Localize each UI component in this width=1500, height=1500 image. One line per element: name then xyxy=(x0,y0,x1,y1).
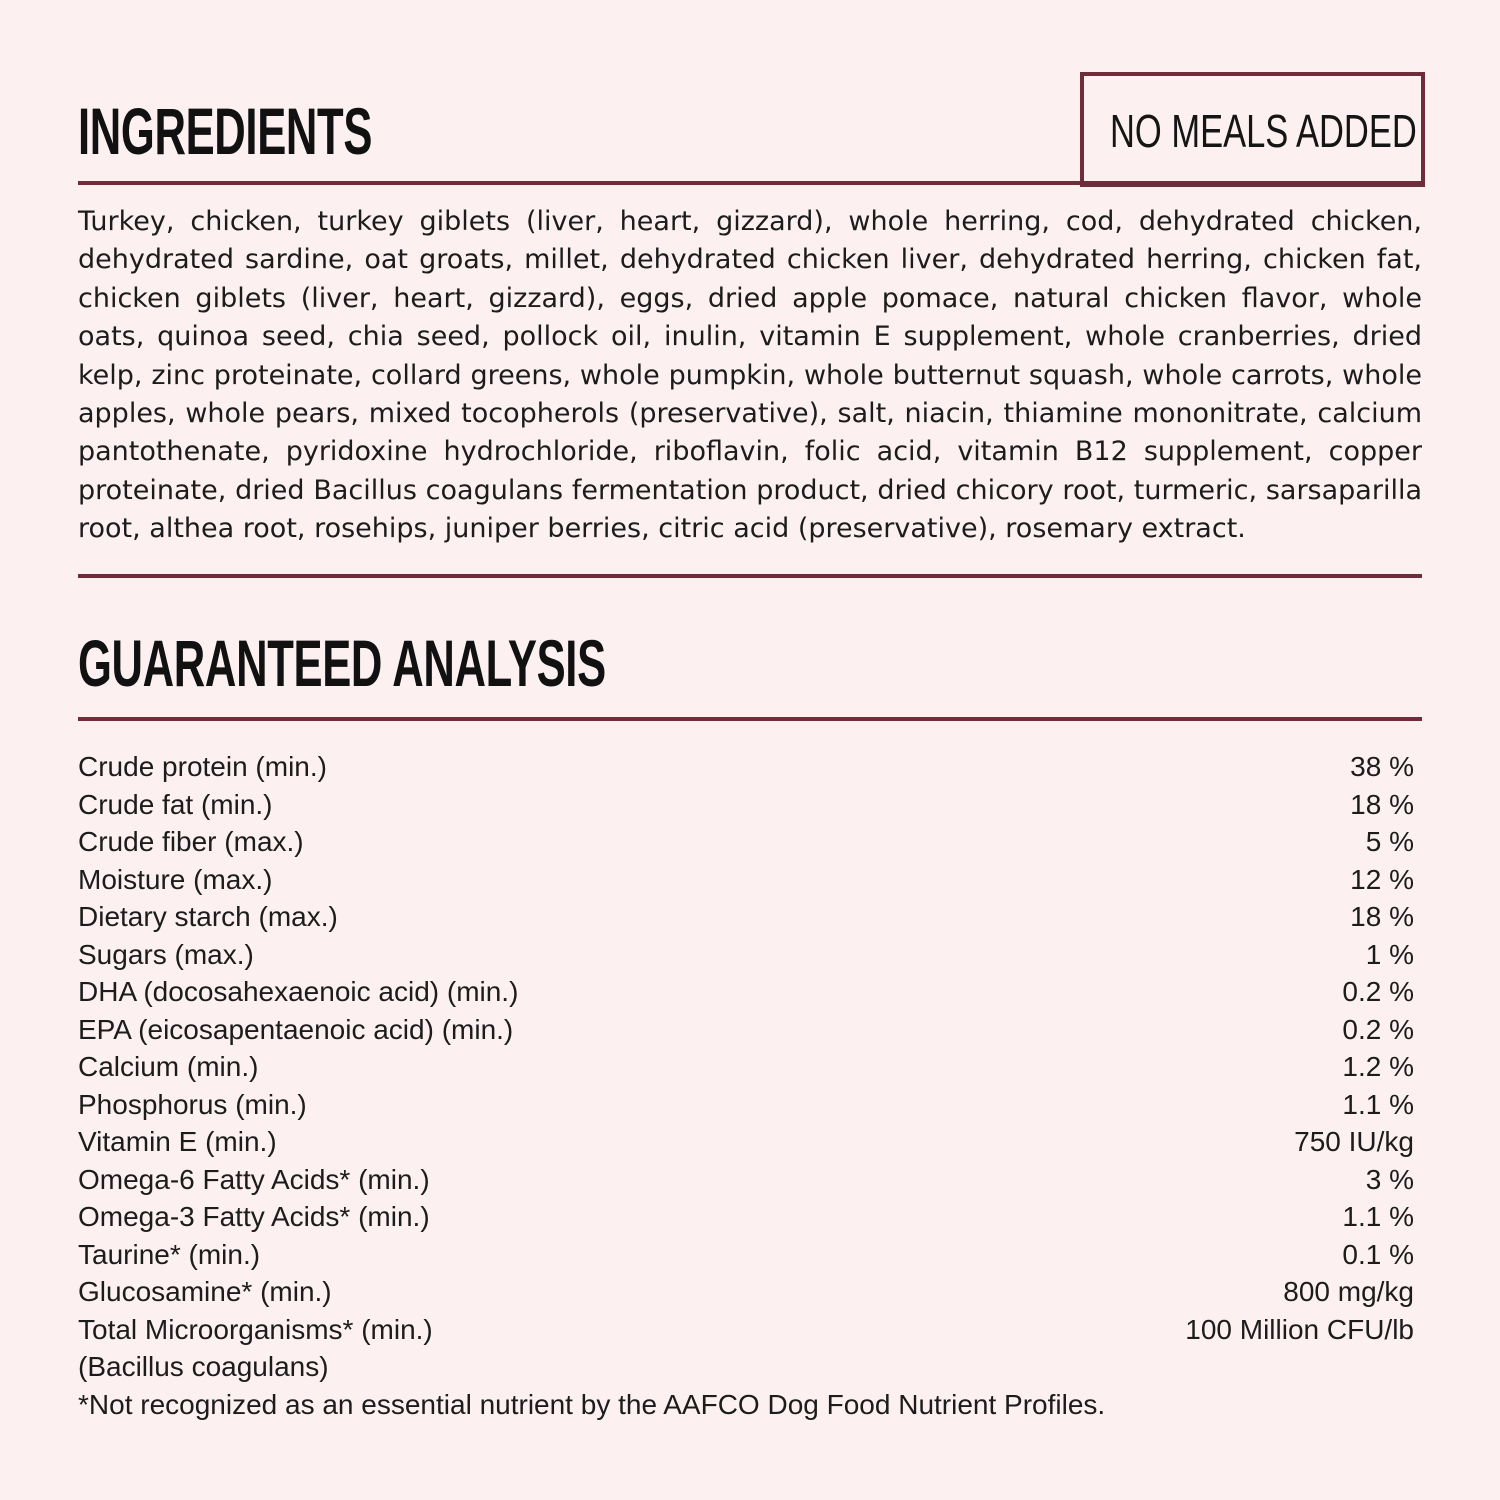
ingredients-heading: INGREDIENTS xyxy=(78,94,373,168)
analysis-row xyxy=(78,1123,1414,1161)
nutrient-label: Glucosamine* (min.) xyxy=(78,1276,332,1307)
analysis-row xyxy=(78,936,1414,974)
nutrient-value: 18 % xyxy=(1350,901,1414,932)
nutrient-value: 1 % xyxy=(1365,938,1414,970)
analysis-row xyxy=(78,861,1414,899)
nutrient-label: Dietary starch (max.) xyxy=(78,901,338,932)
nutrient-value: 1.2 % xyxy=(1342,1051,1414,1082)
nutrient-value: 18 % xyxy=(1350,788,1414,820)
section-divider xyxy=(78,574,1422,578)
analysis-row xyxy=(78,1086,1414,1124)
nutrient-label: Crude fat (min.) xyxy=(78,788,273,820)
nutrient-value: 750 IU/kg xyxy=(1294,1126,1414,1157)
microorganism-strain-label: (Bacillus coagulans) xyxy=(78,1351,329,1382)
nutrient-value: 0.2 % xyxy=(1342,1013,1414,1045)
ingredients-divider xyxy=(78,181,1422,185)
analysis-row xyxy=(78,748,1414,786)
nutrient-value: 1.1 % xyxy=(1342,1201,1414,1232)
no-meals-added-badge xyxy=(1080,72,1425,187)
analysis-row xyxy=(78,1161,1414,1199)
nutrient-label: Omega-3 Fatty Acids* (min.) xyxy=(78,1201,430,1232)
analysis-rows xyxy=(78,748,1414,1348)
analysis-row xyxy=(78,1198,1414,1236)
analysis-row xyxy=(78,898,1414,936)
nutrient-value: 3 % xyxy=(1365,1163,1414,1195)
nutrient-label: Omega-6 Fatty Acids* (min.) xyxy=(78,1163,430,1195)
analysis-row xyxy=(78,1311,1414,1349)
nutrient-value: 100 Million CFU/lb xyxy=(1185,1313,1414,1345)
nutrient-value: 12 % xyxy=(1350,863,1414,895)
analysis-row xyxy=(78,1273,1414,1311)
nutrient-label: Total Microorganisms* (min.) xyxy=(78,1313,433,1345)
nutrient-label: Crude protein (min.) xyxy=(78,751,327,782)
analysis-row xyxy=(78,1048,1414,1086)
guaranteed-analysis-heading: GUARANTEED ANALYSIS xyxy=(78,626,606,700)
nutrient-label: DHA (docosahexaenoic acid) (min.) xyxy=(78,976,519,1007)
badge-label: NO MEALS ADDED xyxy=(1110,105,1417,157)
analysis-row xyxy=(78,1011,1414,1049)
nutrient-value: 5 % xyxy=(1365,826,1414,857)
guaranteed-analysis-table xyxy=(78,748,1414,1423)
nutrient-label: Phosphorus (min.) xyxy=(78,1088,307,1120)
nutrient-value: 0.1 % xyxy=(1342,1238,1414,1270)
ingredients-list: Turkey, chicken, turkey giblets (liver, heart, gizzard), whole herring, cod, dehydrated chicken, dehydrated sardine, oat groats, millet, dehydrated chicken liver, dehydrated herring, chicken fat, chicken giblets (liver, heart, gizzard), eggs, dried apple pomace, natural chicken flavor, whole oats, quinoa seed, chia seed, pollock oil, inulin, vitamin E supplement, whole cranberries, dried kelp, zinc proteinate, collard greens, whole pumpkin, whole butternut squash, whole carrots, whole apples, whole pears, mixed tocopherols (preservative), salt, niacin, thiamine mononitrate, calcium pantothenate, pyridoxine hydrochloride, riboflavin, folic acid, vitamin B12 supplement, copper proteinate, dried Bacillus coagulans fermentation product, dried chicory root, turmeric, sarsaparilla root, althea root, rosehips, juniper berries, citric acid (preservative), rosemary extract. xyxy=(78,206,1422,545)
nutrient-label: Sugars (max.) xyxy=(78,938,254,970)
analysis-row xyxy=(78,786,1414,824)
aafco-footnote: *Not recognized as an essential nutrient by the AAFCO Dog Food Nutrient Profiles. xyxy=(78,1388,1106,1420)
nutrient-label: EPA (eicosapentaenoic acid) (min.) xyxy=(78,1013,514,1045)
nutrient-value: 0.2 % xyxy=(1342,976,1414,1007)
analysis-row xyxy=(78,973,1414,1011)
nutrient-value: 38 % xyxy=(1350,751,1414,782)
analysis-row xyxy=(78,1236,1414,1274)
analysis-divider xyxy=(78,717,1422,721)
nutrient-value: 1.1 % xyxy=(1342,1088,1414,1120)
nutrient-label: Crude fiber (max.) xyxy=(78,826,304,857)
nutrient-label: Moisture (max.) xyxy=(78,863,273,895)
nutrient-value: 800 mg/kg xyxy=(1283,1276,1414,1307)
nutrient-label: Calcium (min.) xyxy=(78,1051,259,1082)
nutrient-label: Vitamin E (min.) xyxy=(78,1126,277,1157)
nutrient-label: Taurine* (min.) xyxy=(78,1238,261,1270)
analysis-row xyxy=(78,823,1414,861)
